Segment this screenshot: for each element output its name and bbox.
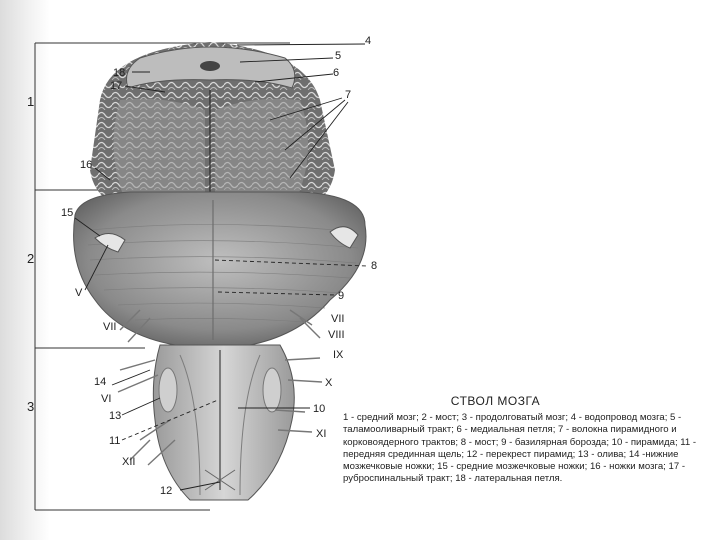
figure-legend: 1 - средний мозг; 2 - мост; 3 - продолговатый мозг; 4 - водопровод мозга; 5 - таламооливарный тракт; 6 - медиальная петля; 7 - волокна пирамидного и корковоядерного трактов; 8 - мост; 9 - базилярная борозда; 10 - пирамида; 11 - передняя срединная щель; 12 - перекрест пирамид; 13 - олива; 14 -нижние мозжечковые ножки; 15 - средние мозжечковые ножки; 16 - ножки мозга; 17 - руброспинальный тракт; 18 - латеральная петля. [343,412,697,485]
pons [74,192,366,345]
nerve-label-vi: VI [101,393,112,405]
label-18: 18 [113,67,126,79]
nerve-label-x: X [325,377,333,389]
label-13: 13 [109,410,122,422]
section-label-2: 2 [27,251,35,266]
label-8: 8 [371,260,378,272]
label-4: 4 [365,35,372,47]
medulla [153,345,294,500]
nerve-label-xi: XI [316,428,327,440]
figure-title: СТВОЛ МОЗГА [450,394,541,408]
section-label-1: 1 [27,94,35,109]
label-16: 16 [80,159,93,171]
label-11: 11 [109,435,121,447]
figure-caption [343,394,708,486]
nerve-label-vii-right: VII [331,313,345,325]
midbrain [90,42,335,215]
label-9: 9 [338,290,345,302]
label-14: 14 [94,376,107,388]
nerve-label-xii: XII [122,456,136,468]
label-7: 7 [345,89,352,101]
nerve-label-v: V [75,287,83,299]
section-label-3: 3 [27,399,35,414]
aqueduct-mark [200,61,220,71]
olive-left [159,368,177,412]
label-17: 17 [110,80,123,92]
label-6: 6 [333,67,340,79]
label-10: 10 [313,403,326,415]
label-15: 15 [61,207,74,219]
olive-right [263,368,281,412]
nerve-label-viii: VIII [328,329,345,341]
nerve-label-ix: IX [333,349,344,361]
nerve-label-vii-left: VII [103,321,117,333]
label-5: 5 [335,50,342,62]
label-12: 12 [160,485,173,497]
